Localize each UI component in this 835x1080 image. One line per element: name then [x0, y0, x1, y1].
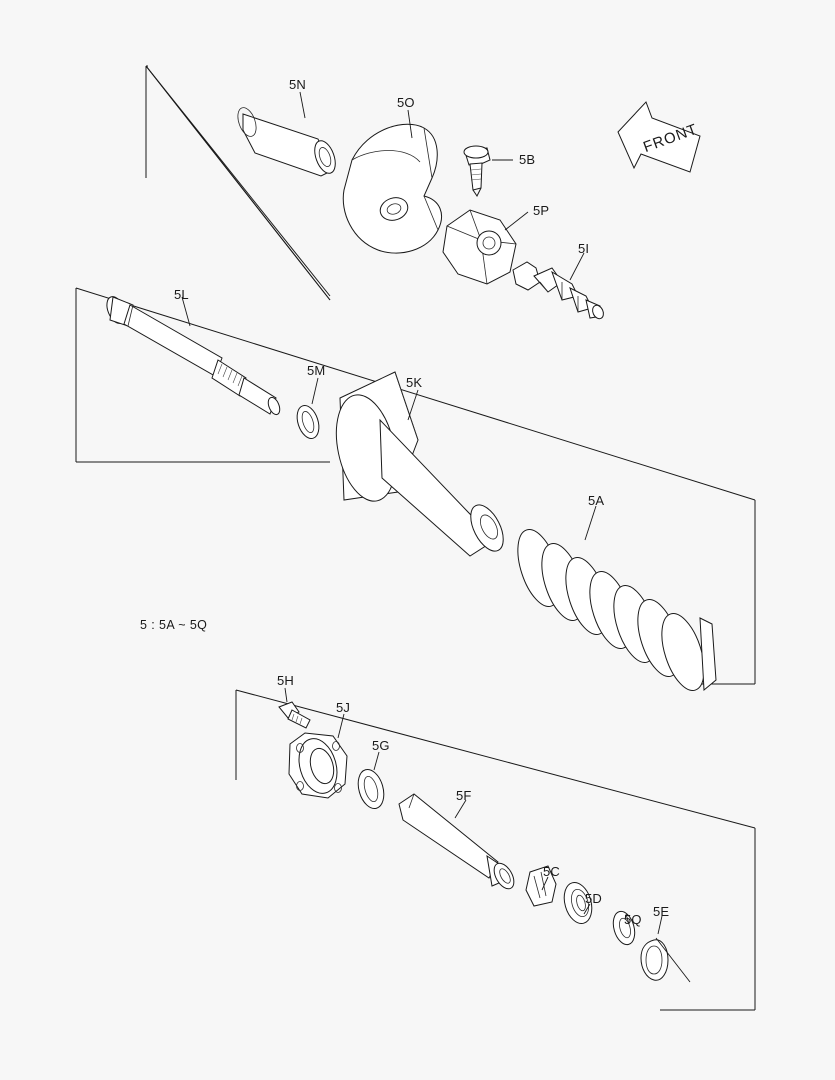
part-5L-rod-shaft	[103, 294, 282, 416]
part-5O-cam-plate	[343, 124, 441, 253]
part-5H-bolt	[279, 702, 310, 728]
callout-5J: 5J	[336, 700, 351, 715]
callout-5N: 5N	[289, 77, 307, 92]
part-5K-piston-rod	[327, 372, 510, 556]
callout-5K: 5K	[406, 375, 423, 390]
callout-5P: 5P	[533, 203, 550, 218]
callout-5A: 5A	[588, 493, 605, 508]
part-5M-o-ring	[293, 403, 323, 442]
part-5I-valve	[513, 262, 605, 320]
part-5G-o-ring	[354, 766, 388, 811]
callout-5I: 5I	[578, 241, 590, 256]
callout-5L: 5L	[174, 287, 189, 302]
callout-5G: 5G	[372, 738, 390, 753]
part-5F-cylinder-tube	[399, 794, 518, 892]
callout-5C: 5C	[543, 864, 561, 879]
part-5N-bushing	[234, 105, 339, 176]
part-5B-bolt	[464, 146, 490, 196]
part-5J-flange-hub	[289, 733, 347, 798]
callout-5O: 5O	[397, 95, 415, 110]
callout-5M: 5M	[307, 363, 326, 378]
callout-5F: 5F	[456, 788, 472, 803]
callout-5B: 5B	[519, 152, 536, 167]
callout-5D: 5D	[585, 891, 603, 906]
part-5E-snap-ring	[641, 938, 690, 982]
part-5P-hex-block	[443, 210, 516, 284]
callout-5E: 5E	[653, 904, 670, 919]
callout-5H: 5H	[277, 673, 295, 688]
front-arrow-label: FRONT	[641, 120, 701, 156]
part-5A-recoil-spring	[510, 524, 716, 695]
group-range-note: 5 : 5A ~ 5Q	[140, 618, 208, 632]
callout-5Q: 5Q	[624, 912, 642, 927]
